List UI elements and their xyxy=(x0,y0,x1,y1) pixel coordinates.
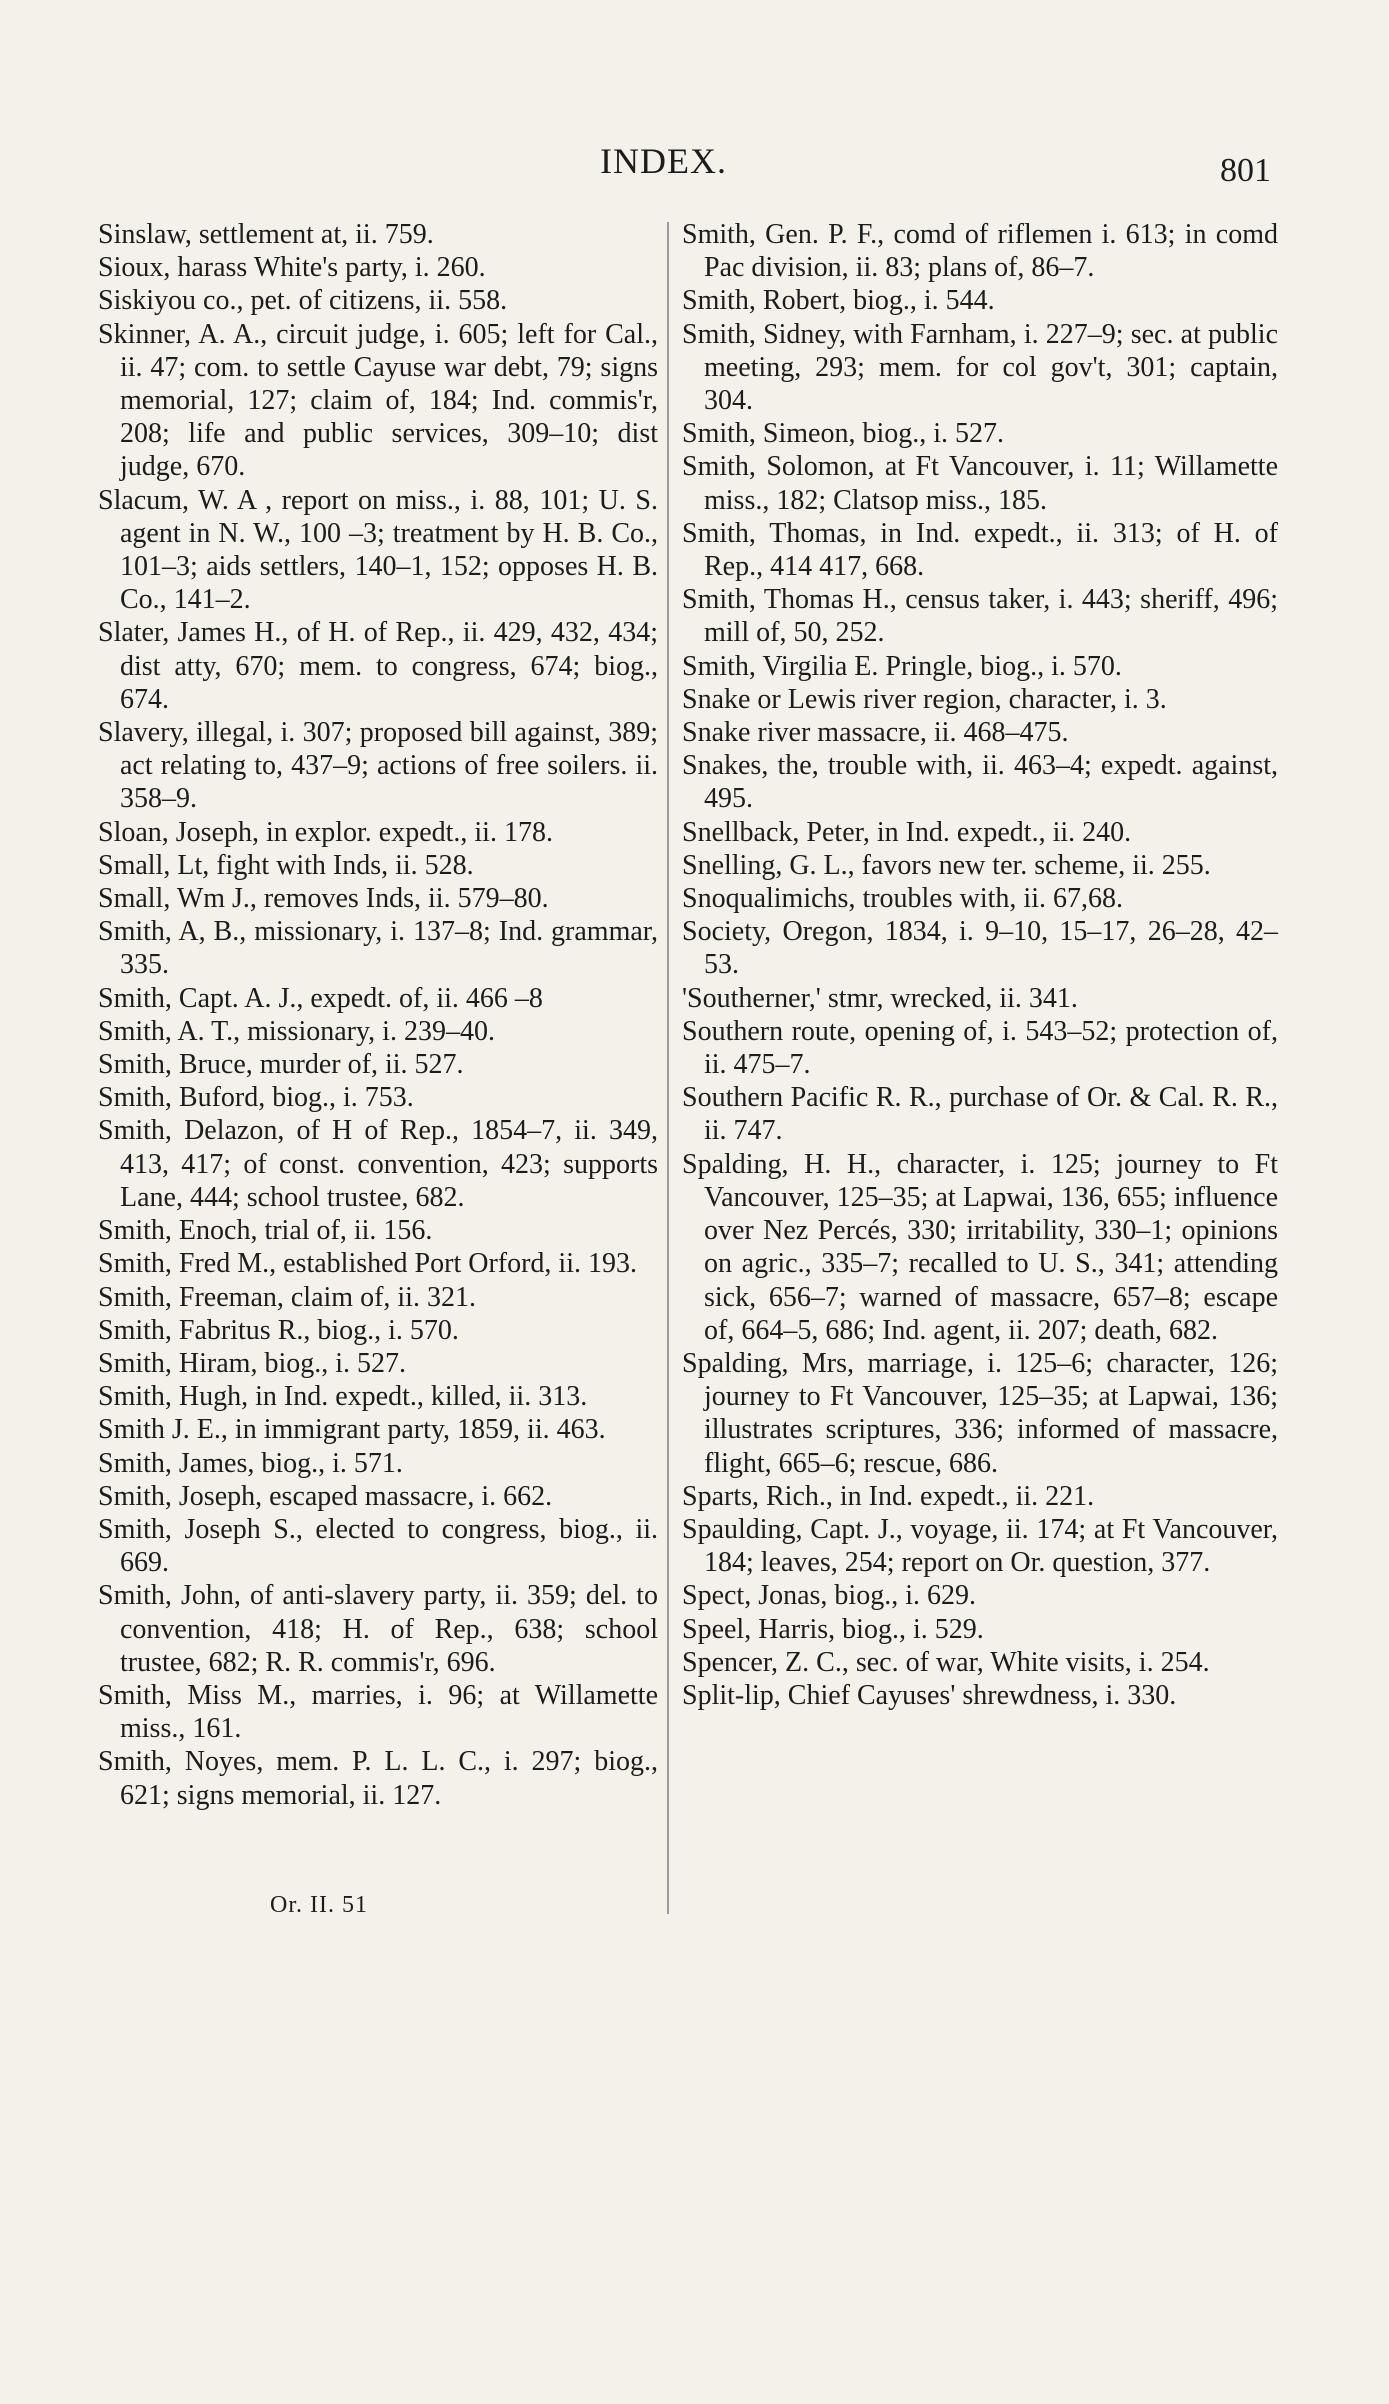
index-entry: Smith, A, B., missionary, i. 137–8; Ind. grammar, 335. xyxy=(98,916,658,981)
signature-mark: Or. II. 51 xyxy=(270,1892,368,1918)
index-entry: Slacum, W. A , report on miss., i. 88, 101; U. S. agent in N. W., 100 –3; treatment by H. B. Co., 101–3; aids settlers, 140–1, 152; opposes H. B. Co., 141–2. xyxy=(98,484,658,616)
index-entry: Smith, Bruce, murder of, ii. 527. xyxy=(98,1049,464,1081)
index-entry: Smith J. E., in immigrant party, 1859, ii. 463. xyxy=(98,1414,606,1446)
column-divider xyxy=(667,222,669,1914)
index-entry: Skinner, A. A., circuit judge, i. 605; left for Cal., ii. 47; com. to settle Cayuse war debt, 79; signs memorial, 127; claim of, 184; Ind. commis'r, 208; life and public services, 309–10; dist judge, 670. xyxy=(98,318,658,483)
index-entry: Snoqualimichs, troubles with, ii. 67,68. xyxy=(682,883,1123,915)
index-entry: Sinslaw, settlement at, ii. 759. xyxy=(98,219,434,250)
index-column-right xyxy=(682,218,1278,1712)
index-entry: Smith, Thomas H., census taker, i. 443; sheriff, 496; mill of, 50, 252. xyxy=(682,584,1278,649)
index-entry: Society, Oregon, 1834, i. 9–10, 15–17, 26–28, 42–53. xyxy=(682,916,1278,981)
index-entry: Smith, Joseph S., elected to congress, biog., ii. 669. xyxy=(98,1513,658,1579)
index-entry: Smith, Solomon, at Ft Vancouver, i. 11; Willamette miss., 182; Clatsop miss., 185. xyxy=(682,451,1278,516)
index-entry: Smith, Enoch, trial of, ii. 156. xyxy=(98,1215,433,1247)
index-entry: Snellback, Peter, in Ind. expedt., ii. 240. xyxy=(682,816,1132,848)
index-entry: Smith, Miss M., marries, i. 96; at Willamette miss., 161. xyxy=(98,1679,658,1745)
index-entry: Smith, Virgilia E. Pringle, biog., i. 570. xyxy=(682,650,1122,682)
index-entry: Snake river massacre, ii. 468–475. xyxy=(682,717,1069,749)
index-entry: Southern Pacific R. R., purchase of Or. & Cal. R. R., ii. 747. xyxy=(682,1082,1278,1147)
page-number: 801 xyxy=(1220,152,1271,189)
index-entry: Smith, Gen. P. F., comd of riflemen i. 613; in comd Pac division, ii. 83; plans of, 86–7. xyxy=(682,219,1278,284)
index-entry: Smith, Capt. A. J., expedt. of, ii. 466 –8 xyxy=(98,982,543,1014)
index-entry: Snake or Lewis river region, character, i. 3. xyxy=(682,683,1167,715)
index-entry: Smith, Hiram, biog., i. 527. xyxy=(98,1347,406,1379)
index-entry: Smith, Sidney, with Farnham, i. 227–9; sec. at public meeting, 293; mem. for col gov't, 301; captain, 304. xyxy=(682,318,1278,417)
index-entry: Speel, Harris, biog., i. 529. xyxy=(682,1613,984,1645)
index-entry: Slater, James H., of H. of Rep., ii. 429, 432, 434; dist atty, 670; mem. to congress, 674; biog., 674. xyxy=(98,617,658,715)
index-entry: Spalding, Mrs, marriage, i. 125–6; character, 126; journey to Ft Vancouver, 125–35; at Lapwai, 136; illustrates scriptures, 336; informed of massacre, flight, 665–6; rescue, 686. xyxy=(682,1347,1278,1479)
index-entry: Smith, Noyes, mem. P. L. L. C., i. 297; biog., 621; signs memorial, ii. 127. xyxy=(98,1746,658,1811)
index-entry: Smith, Hugh, in Ind. expedt., killed, ii. 313. xyxy=(98,1381,588,1413)
index-entry: Smith, Fred M., established Port Orford, ii. 193. xyxy=(98,1248,637,1280)
running-head: INDEX. xyxy=(600,141,727,181)
index-entry: Southern route, opening of, i. 543–52; protection of, ii. 475–7. xyxy=(682,1015,1278,1081)
index-entry: Smith, John, of anti-slavery party, ii. 359; del. to convention, 418; H. of Rep., 638; school trustee, 682; R. R. commis'r, 696. xyxy=(98,1580,658,1678)
index-entry: Smith, Buford, biog., i. 753. xyxy=(98,1082,414,1114)
index-entry: Smith, Simeon, biog., i. 527. xyxy=(682,418,1005,450)
index-entry: Spalding, H. H., character, i. 125; journey to Ft Vancouver, 125–35; at Lapwai, 136, 655; influence over Nez Percés, 330; irritability, 330–1; opinions on agric., 335–7; recalled to U. S., 341; attending sick, 656–7; warned of massacre, 657–8; escape of, 664–5, 686; Ind. agent, ii. 207; death, 682. xyxy=(682,1148,1278,1346)
index-entry: Small, Wm J., removes Inds, ii. 579–80. xyxy=(98,883,549,915)
index-entry: Smith, Robert, biog., i. 544. xyxy=(682,285,995,317)
index-entry: Snelling, G. L., favors new ter. scheme, ii. 255. xyxy=(682,849,1211,881)
index-entry: Sparts, Rich., in Ind. expedt., ii. 221. xyxy=(682,1480,1095,1512)
index-entry: Smith, James, biog., i. 571. xyxy=(98,1447,403,1479)
index-entry: Smith, A. T., missionary, i. 239–40. xyxy=(98,1015,495,1047)
index-entry: Slavery, illegal, i. 307; proposed bill against, 389; act relating to, 437–9; actions of free soilers. ii. 358–9. xyxy=(98,717,658,815)
index-entry: Split-lip, Chief Cayuses' shrewdness, i. 330. xyxy=(682,1679,1177,1711)
index-entry: Smith, Delazon, of H of Rep., 1854–7, ii. 349, 413, 417; of const. convention, 423; supports Lane, 444; school trustee, 682. xyxy=(98,1115,658,1213)
index-entry: Smith, Thomas, in Ind. expedt., ii. 313; of H. of Rep., 414 417, 668. xyxy=(682,517,1278,583)
index-entry: Spencer, Z. C., sec. of war, White visits, i. 254. xyxy=(682,1646,1210,1678)
index-column-left xyxy=(98,218,658,1812)
page-header xyxy=(0,140,1389,190)
index-entry: Snakes, the, trouble with, ii. 463–4; expedt. against, 495. xyxy=(682,750,1278,815)
index-entry: 'Southerner,' stmr, wrecked, ii. 341. xyxy=(682,982,1078,1014)
index-entry: Spaulding, Capt. J., voyage, ii. 174; at Ft Vancouver, 184; leaves, 254; report on Or. question, 377. xyxy=(682,1513,1278,1579)
index-entry: Smith, Joseph, escaped massacre, i. 662. xyxy=(98,1480,553,1512)
index-entry: Siskiyou co., pet. of citizens, ii. 558. xyxy=(98,285,508,317)
index-entry: Smith, Freeman, claim of, ii. 321. xyxy=(98,1281,476,1313)
index-entry: Sioux, harass White's party, i. 260. xyxy=(98,252,486,284)
index-entry: Sloan, Joseph, in explor. expedt., ii. 178. xyxy=(98,816,553,848)
index-entry: Small, Lt, fight with Inds, ii. 528. xyxy=(98,849,474,881)
index-entry: Smith, Fabritus R., biog., i. 570. xyxy=(98,1314,459,1346)
index-entry: Spect, Jonas, biog., i. 629. xyxy=(682,1580,976,1612)
